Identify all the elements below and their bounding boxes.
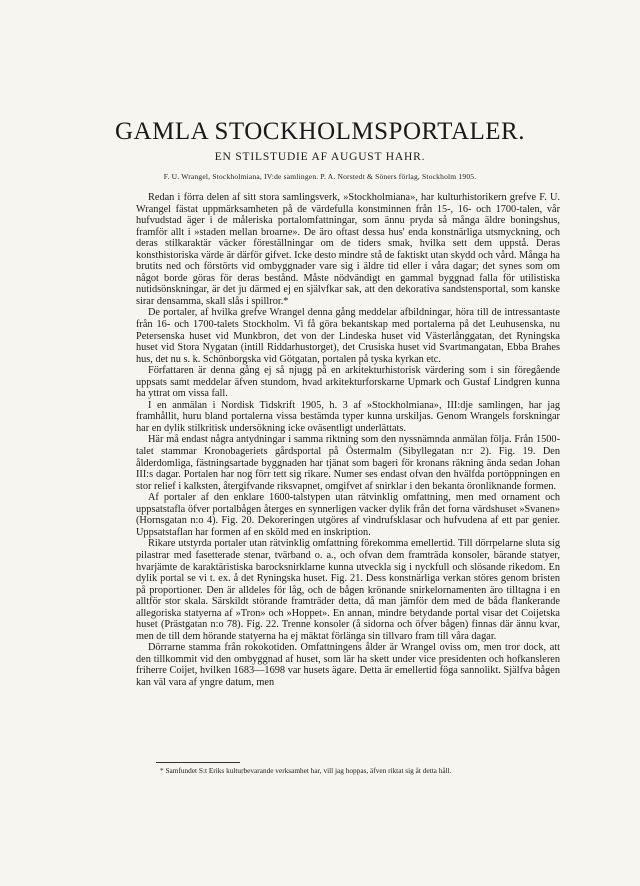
- article-body: [136, 192, 560, 689]
- article-subtitle: EN STILSTUDIE AF AUGUST HAHR.: [214, 151, 426, 163]
- paragraph: Dörrarne stamma från rokokotiden. Omfattningens ålder är Wrangel oviss om, men tror dock, att den tillkommit vid den ombyggnad af huset, som lär ha skett under vice presidenten och hofkansleren friherre Coijet, hvilken 1683—1698 var husets ägare. Detta är emellertid föga sannolikt. Själfva bågen kan väl vara af yngre datum, men: [136, 642, 560, 688]
- paragraph: I en anmälan i Nordisk Tidskrift 1905, h. 3 af »Stockholmiana», III:dje samlingen, har jag framhållit, huru bland portalerna vissa bestämda typer kunna urskiljas. Genom Wrangels forskningar har en dylik stilkritisk undersökning icke oväsentligt underlättats.: [136, 399, 560, 434]
- paragraph: Af portaler af den enklare 1600-talstypen utan rätvinklig omfattning, men med ornament och uppsatstafla öfver portalbågen återges en synnerligen vacker dylik från det forna värdshuset »Svanen» (Hornsgatan n:o 4). Fig. 20. Dekoreringen utgöres af vindrufsklasar och hufvudena af ett par genier. Uppsatstaflan har formen af en sköld med en inskription.: [136, 492, 560, 538]
- footnote-divider: [156, 762, 240, 763]
- paragraph: De portaler, af hvilka grefve Wrangel denna gång meddelar afbildningar, höra till de intressantaste från 16- och 1700-talets Stockholm. Vi få göra bekantskap med portalerna på det Leuhusenska, nu Petersenska huset vid Munkbron, det von der Lindeska huset vid Västerlånggatan, det Ryningska huset vid Stora Nygatan (intill Riddarhustorget), det Crusiska huset vid Svartmangatan, Ebba Brahes hus, det nu s. k. Schönborgska vid Götgatan, portalen på tyska kyrkan etc.: [136, 307, 560, 365]
- paragraph: Här må endast några antydningar i samma riktning som den nyssnämnda anmälan följa. Från 1500-talet stammar Kronobageriets gårdsportal på Östermalm (Sibyllegatan n:r 2). Fig. 19. Den ålderdomliga, fästningsartade byggnaden har tjänat som bageri för kronans räkning ända sedan Johan III:s dagar. Portalen har nog förr tett sig rikare. Numer ses endast ofvan den hvälfda portöppningen en stor relief i kalksten, återgifvande riksvapnet, omgifvet af snirklar i den bekanta öronliknande formen.: [136, 434, 560, 492]
- footnote: * Samfundet S:t Eriks kulturbevarande verksamhet har, vill jag hoppas, äfven riktat sig åt detta håll.: [160, 766, 452, 775]
- paragraph: Redan i förra delen af sitt stora samlingsverk, »Stockholmiana», har kulturhistorikern grefve F. U. Wrangel fästat uppmärksamheten på de värdefulla konstminnen från 15-, 16- och 1700-talen, vår hufvudstad äger i de måleriska portalomfattningar, som ännu pryda så många äldre boningshus, framför allt i »staden mellan broarne». De äro oftast dessa hus' enda konstnärliga utsmyckning, och deras stilkaraktär väcker föreställningar om de tiders smak, hvilka sett dem uppstå. Deras konsthistoriska värde är därför gifvet. Icke desto mindre stå de faktiskt utan skydd och vård. Många ha brutits ned och förstörts vid ombyggnader vare sig i äldre tid eller i våra dagar; det synes som om något borde göras för deras bestånd. Måste nödvändigt en gammal byggnad falla för utilistiska nutidsönskningar, är det ju därmed ej en självfkar sak, att den dekorativa sandstensportal, som kanske sirar densamma, skall slås i spillror.*: [136, 192, 560, 307]
- article-title: GAMLA STOCKHOLMSPORTALER.: [115, 118, 525, 145]
- paragraph: Författaren är denna gång ej så njugg på en arkitekturhistorisk värdering som i sin föregående uppsats samt meddelar äfven stundom, hvad arkitekturforskarne Upmark och Gustaf Lindgren kunna ha yttrat om vissa fall.: [136, 365, 560, 400]
- source-citation: F. U. Wrangel, Stockholmiana, IV:de samlingen. P. A. Norstedt & Söners förlag, Stockholm 1905.: [163, 172, 477, 181]
- paragraph: Rikare utstyrda portaler utan rätvinklig omfattning förekomma emellertid. Till dörrpelarne sluta sig pilastrar med fasetterade stenar, tvärband o. a., och ofvan dem framträda konsoler, bärande statyer, hvarjämte de karaktäristiska barocksnirklarne kunna utveckla sig i nyckfull och slösande rikedom. En dylik portal se vi t. ex. å det Ryningska huset. Fig. 21. Dess konstnärliga verkan störes genom bristen på proportioner. Den är alldeles för låg, och de bågen krönande snirkelornamenten äro tilltagna i en alltför stor skala. Särskildt störande framträder detta, då man jämför dem med de båda flankerande allegoriska statyerna af »Tron» och »Hoppet». En annan, mindre betydande portal visar det Coijetska huset (Prästgatan n:o 78). Fig. 22. Trenne konsoler (å sidorna och öfver bågen) finnas där ännu kvar, men de till dem hörande statyerna ha ej mäktat förlänga sin tillvaro fram till våra dagar.: [136, 538, 560, 642]
